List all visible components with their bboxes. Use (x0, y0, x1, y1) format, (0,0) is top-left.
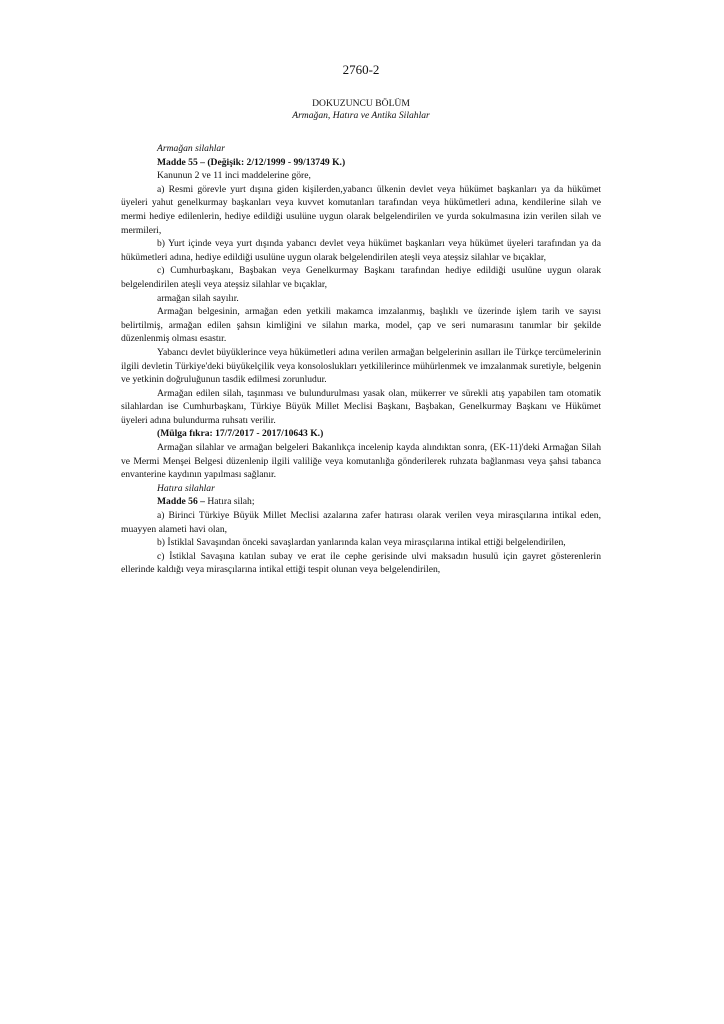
article-56-item-a: a) Birinci Türkiye Büyük Millet Meclisi azalarına zafer hatırası olarak verilen veya mirasçılarına intikal eden, muayyen alameti havi olan, (121, 510, 601, 535)
document-page (121, 62, 601, 577)
article-55-intro: Kanunun 2 ve 11 inci maddelerine göre, (157, 170, 311, 182)
chapter-title: DOKUZUNCU BÖLÜM (312, 98, 410, 109)
article-55-item-c: c) Cumhurbaşkanı, Başbakan veya Genelkurmay Başkanı tarafından hediye edildiği usulüne uygun olarak belgelendirilen ateşli veya ateşsiz silahlar ve bıçaklar, (121, 265, 601, 290)
section-heading-armagan: Armağan silahlar (157, 143, 225, 154)
article-55-item-a: a) Resmi görevle yurt dışına giden kişilerden,yabancı ülkenin devlet veya hükümet başkanları ya da hükümet üyeleri yahut genelkurmay başkanları veya kuvvet komutanları tarafından veya hükümetleri adına, kendilerine silah ve mermi hediye edilenlerin, hediye edildiği usulüne uygun olarak belgelendirilen ve yurda sokulmasına izin verilen silah ve mermileri, (121, 183, 601, 236)
chapter-subtitle: Armağan, Hatıra ve Antika Silahlar (292, 110, 430, 121)
article-56-item-c: c) İstiklal Savaşına katılan subay ve erat ile cephe gerisinde ulvi maksadın husulü için gayret gösterenlerin ellerinde kaldığı veya mirasçılarına intikal ettiği tespit olunan veya belgelendirilen, (121, 550, 601, 576)
article-55-paragraph-4: Armağan silahlar ve armağan belgeleri Bakanlıkça incelenip kayda alındıktan sonra, (EK-11)'deki Armağan Silah ve Mermi Menşei Belgesi düzenlenip ilgili valiliğe veya komutanlığa gönderilerek ruhzata bağlanması veya şahsi tabanca envanterine kaydının yapılması sağlanır. (121, 442, 601, 481)
article-56-item-b: b) İstiklal Savaşından önceki savaşlardan yanlarında kalan veya mirasçılarına intikal ettiği belgelendirilen, (157, 537, 566, 549)
article-56-text: Hatıra silah; (204, 496, 255, 508)
article-56-label: Madde 56 – (157, 496, 205, 508)
article-55-paragraph-3: Armağan edilen silah, taşınması ve bulundurulması yasak olan, mükerrer ve sürekli atış yapabilen tam otomatik silahlardan ise Cumhurbaşkanı, Türkiye Büyük Millet Meclisi Başkanı, Başbakan, Genelkurmay Başkanı ve Hükümet üyeleri adına bulundurma ruhsatı verilir. (121, 387, 601, 426)
page-number: 2760-2 (342, 62, 380, 77)
article-55-closing: armağan silah sayılır. (157, 292, 239, 304)
section-heading-hatira: Hatıra silahlar (157, 482, 215, 494)
article-55-paragraph-1: Armağan belgesinin, armağan eden yetkili makamca imzalanmış, başlıklı ve üzerinde işlem tarih ve sayısı belirtilmiş, armağan edilen şahsın kimliğini ve silahın marka, model, çap ve seri numarasını tanımlar bir şekilde düzenlenmiş olması esastır. (121, 306, 601, 345)
article-55-label: Madde 55 – (Değişik: 2/12/1999 - 99/13749 K.) (157, 156, 346, 168)
article-55-mulga-note: (Mülga fıkra: 17/7/2017 - 2017/10643 K.) (157, 428, 324, 440)
article-55-item-b: b) Yurt içinde veya yurt dışında yabancı devlet veya hükümet başkanları veya hükümet üyeleri tarafından ya da hükümetleri adına, hediye edildiği usulüne uygun olarak belgelendirilen ateşli veya ateşsiz silahlar ve bıçaklar, (121, 238, 601, 263)
article-56-intro (121, 495, 601, 509)
article-55-paragraph-2: Yabancı devlet büyüklerince veya hükümetleri adına verilen armağan belgelerinin asılları ile Türkçe tercümelerinin ilgili devletin Türkiye'deki büyükelçilik veya konsoloslukları yetkililerince mühürlenmek ve imzalanmak suretiyle, belgenin ve yetkinin doğruluğunun tasdik edilmesi zorunludur. (121, 346, 601, 386)
